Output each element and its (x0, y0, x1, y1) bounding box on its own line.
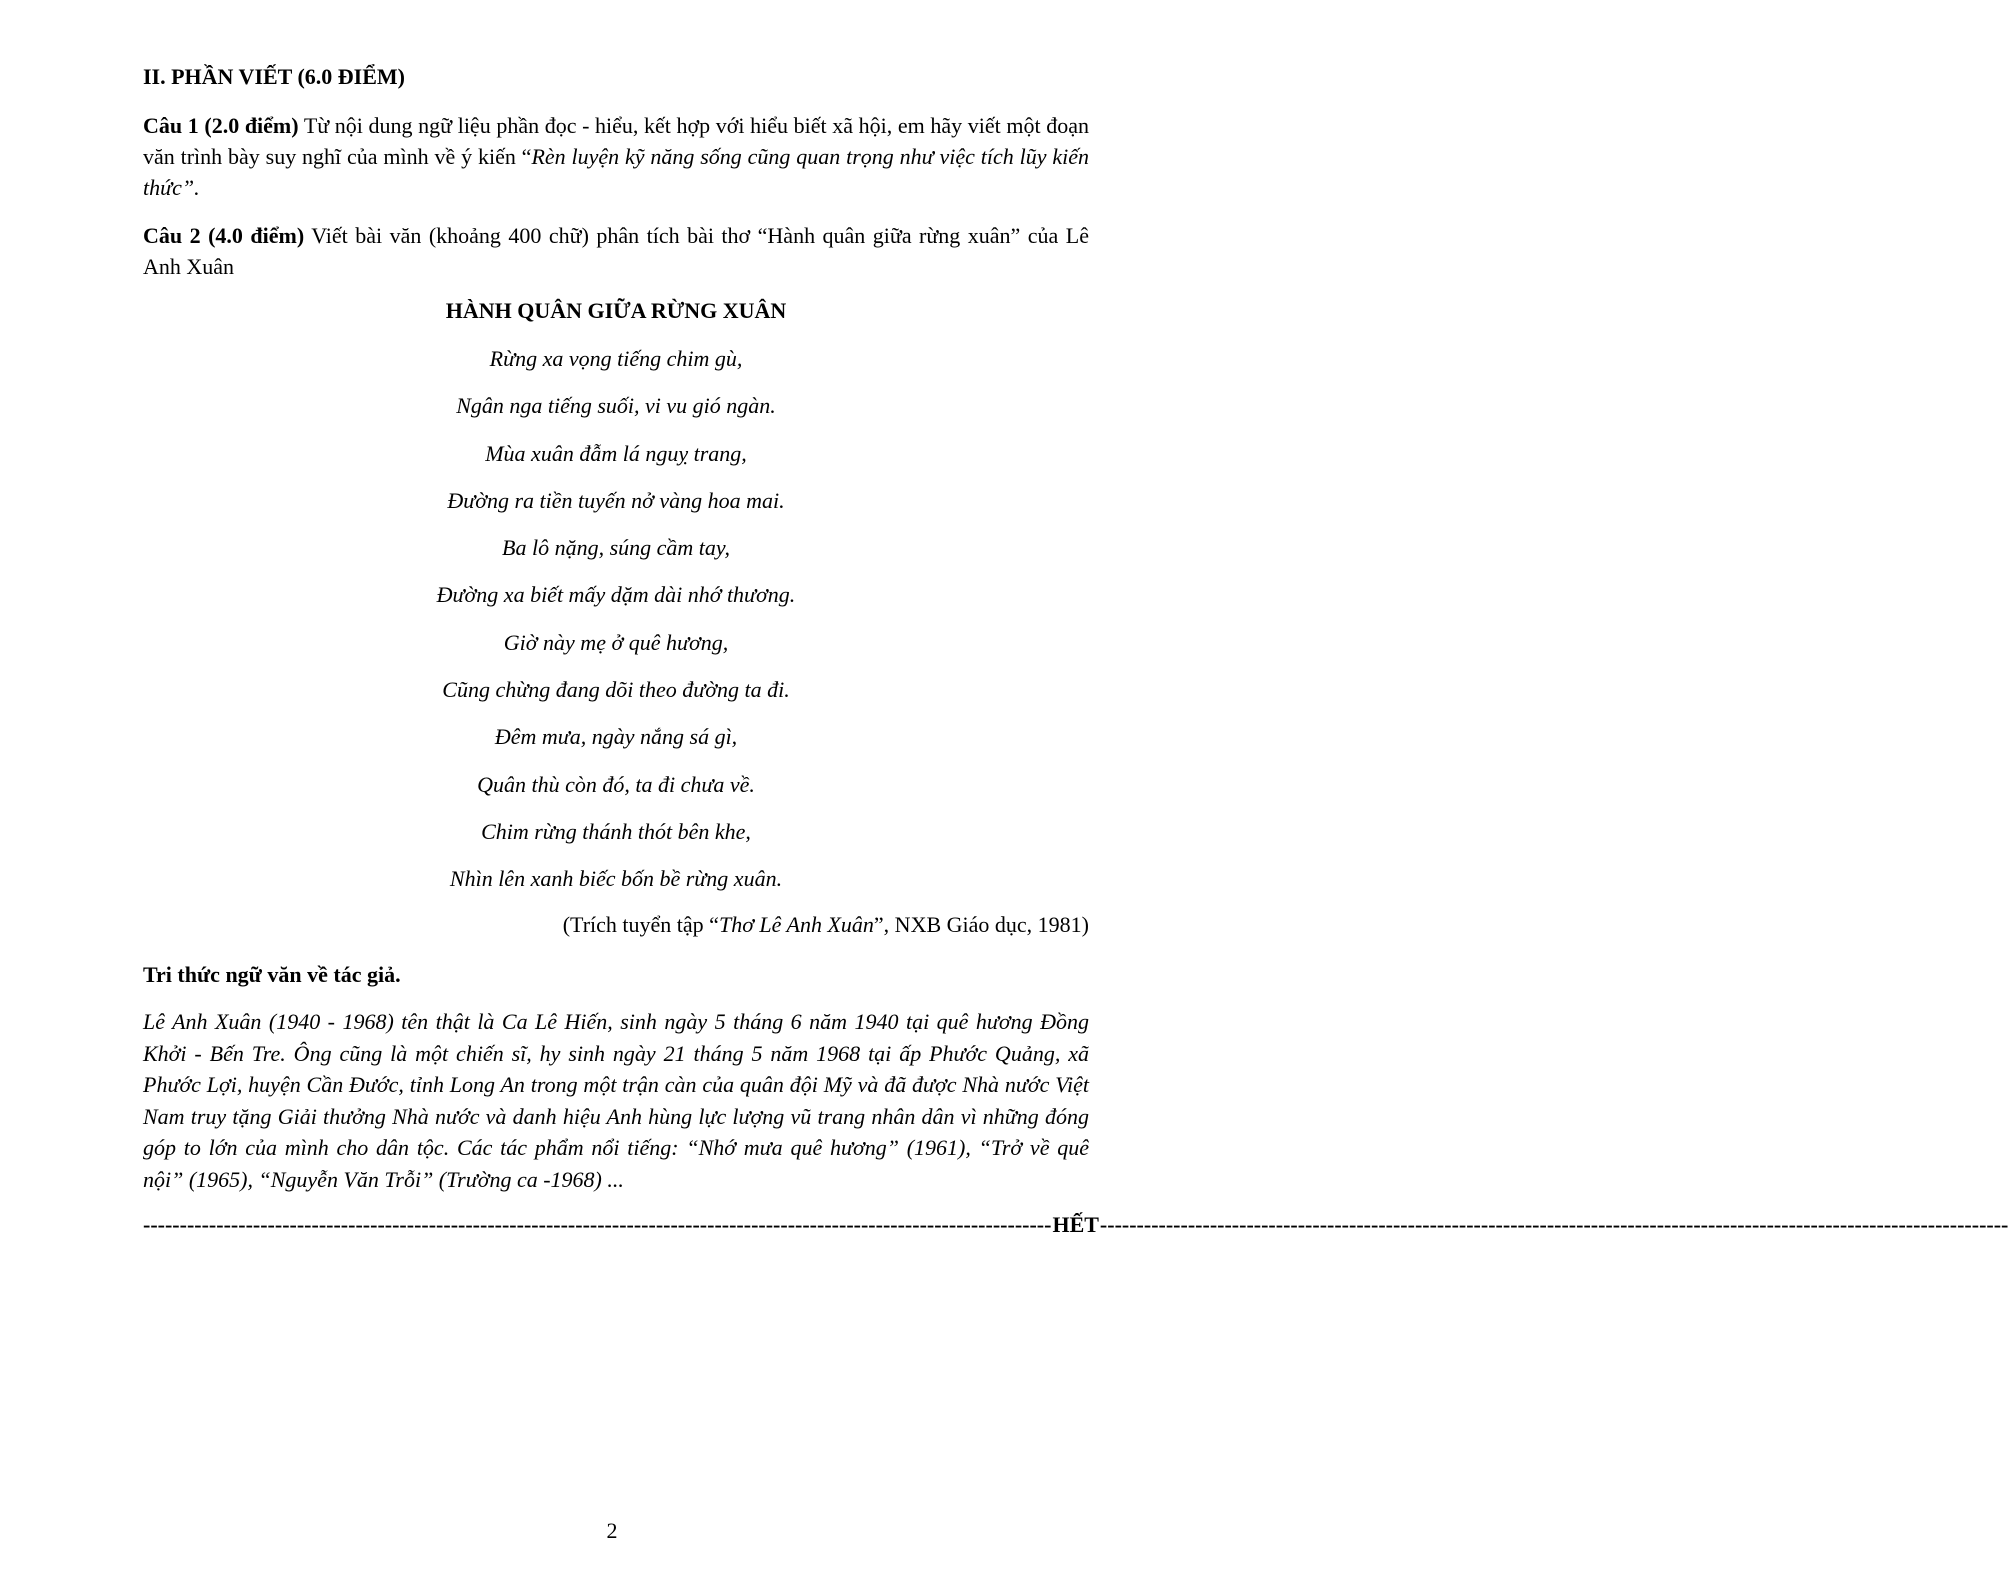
question-2-label: Câu 2 (4.0 điểm) (143, 223, 305, 248)
poem-source-prefix: (Trích tuyển tập “ (562, 912, 719, 937)
end-divider (143, 1212, 2008, 1238)
question-1 (143, 110, 1089, 203)
question-1-quote: Rèn luyện kỹ năng sống cũng quan trọng như việc tích lũy kiến thức”. (143, 144, 1089, 200)
section-title: II. PHẦN VIẾT (6.0 ĐIỂM) (143, 64, 405, 89)
poem-line: Ba lô nặng, súng cầm tay, (502, 535, 730, 561)
poem-title: HÀNH QUÂN GIỮA RỪNG XUÂN (445, 298, 787, 323)
question-1-text: Từ nội dung ngữ liệu phần đọc - hiểu, kết hợp với hiểu biết xã hội, em hãy viết một đoạn văn trình bày suy nghĩ của mình về ý kiến “ (143, 113, 1090, 169)
end-marker: HẾT (1052, 1212, 1099, 1237)
author-bio: Lê Anh Xuân (1940 - 1968) tên thật là Ca Lê Hiến, sinh ngày 5 tháng 6 năm 1940 tại quê hương Đồng Khởi - Bến Tre. Ông cũng là một chiến sĩ, hy sinh ngày 21 tháng 5 năm 1968 tại ấp Phước Quảng, xã Phước Lợi, huyện Cần Đước, tỉnh Long An trong một trận càn của quân đội Mỹ và đã được Nhà nước Việt Nam truy tặng Giải thưởng Nhà nước và danh hiệu Anh hùng lực lượng vũ trang nhân dân vì những đóng góp to lớn của mình cho dân tộc. Các tác phẩm nổi tiếng: “Nhớ mưa quê hương” (1961), “Trở về quê nội” (1965), “Nguyễn Văn Trỗi” (Trường ca -1968) ... (143, 1009, 1089, 1192)
poem-source (563, 912, 1089, 938)
poem-line: Đêm mưa, ngày nắng sá gì, (494, 724, 738, 750)
poem-line: Chim rừng thánh thót bên khe, (481, 818, 751, 844)
poem-line: Giờ này mẹ ở quê hương, (503, 629, 729, 655)
poem-body (143, 344, 1089, 912)
poem-line: Cũng chừng đang dõi theo đường ta đi. (442, 677, 790, 703)
question-2 (143, 220, 1089, 282)
poem-source-book: Thơ Lê Anh Xuân (718, 912, 874, 937)
divider-dashes-right: ---------------------------------------------------------------------------------------------------------------------------- (1099, 1212, 2008, 1237)
author-heading: Tri thức ngữ văn về tác giả. (143, 962, 401, 987)
page-number: 2 (606, 1518, 618, 1543)
poem-line: Mùa xuân đẫm lá nguỵ trang, (485, 440, 747, 466)
question-2-text: Viết bài văn (khoảng 400 chữ) phân tích bài thơ “Hành quân giữa rừng xuân” của Lê Anh Xuân (143, 223, 1089, 279)
poem-line: Nhìn lên xanh biếc bốn bề rừng xuân. (449, 866, 783, 892)
poem-line: Đường ra tiền tuyến nở vàng hoa mai. (447, 487, 785, 513)
divider-dashes-left: ---------------------------------------------------------------------------------------------------------------------------- (143, 1212, 1052, 1237)
poem-line: Quân thù còn đó, ta đi chưa về. (477, 771, 755, 797)
question-1-label: Câu 1 (2.0 điểm) (143, 113, 299, 138)
poem-line: Đường xa biết mấy dặm dài nhớ thương. (436, 582, 796, 608)
poem-source-suffix: ”, NXB Giáo dục, 1981) (873, 912, 1089, 937)
poem-line: Rừng xa vọng tiếng chim gù, (489, 346, 743, 371)
poem-line: Ngân nga tiếng suối, vi vu gió ngàn. (456, 393, 776, 419)
